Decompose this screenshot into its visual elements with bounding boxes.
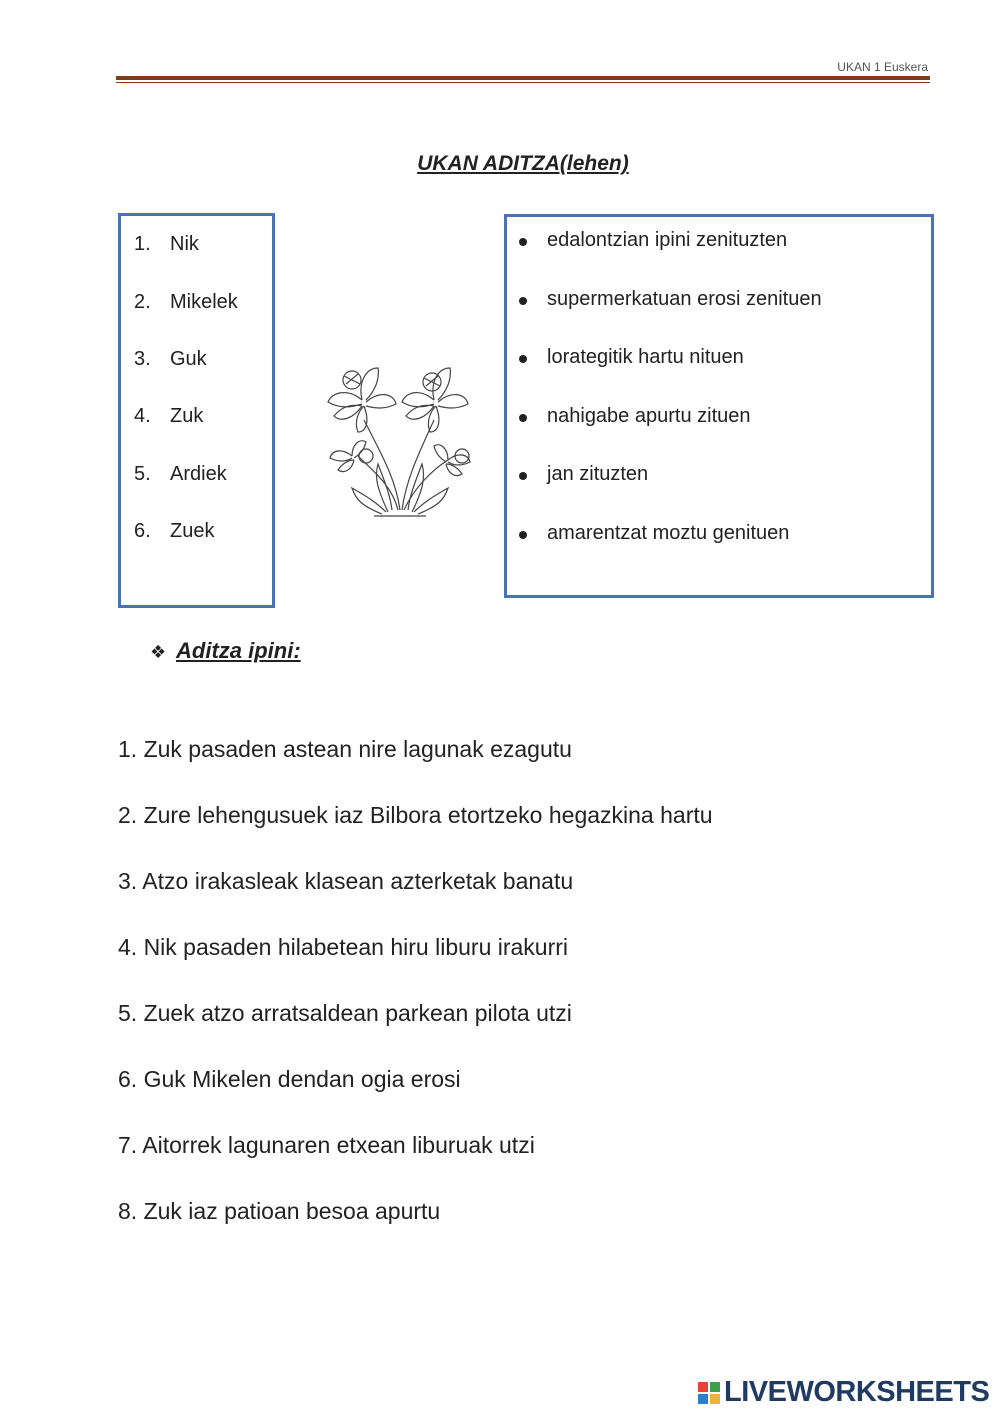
exercise-sentence: 1. Zuk pasaden astean nire lagunak ezagutu (118, 736, 572, 762)
verb-phrase-item (547, 405, 751, 428)
liveworksheets-logo-icon (698, 1382, 720, 1404)
verb-phrase-item (547, 229, 787, 252)
bullet-icon (519, 238, 527, 246)
daffodil-flower-illustration (322, 360, 478, 520)
subject-number: 2. (134, 291, 151, 313)
verb-phrase-item (547, 288, 822, 311)
verb-phrases-box (504, 214, 934, 598)
subject-text: Zuek (170, 520, 215, 542)
liveworksheets-logo (698, 1376, 998, 1412)
exercise-sentence: 3. Atzo irakasleak klasean azterketak banatu (118, 868, 574, 894)
subject-text: Guk (170, 348, 207, 370)
subject-item (134, 233, 199, 256)
header-course-label: UKAN 1 Euskera (837, 60, 928, 74)
verb-phrase-item (547, 522, 789, 545)
exercise-sentence: 2. Zure lehengusuek iaz Bilbora etortzeko hegazkina hartu (118, 802, 713, 828)
subject-number: 6. (134, 520, 151, 542)
exercise-sentence: 7. Aitorrek lagunaren etxean liburuak utzi (118, 1132, 535, 1158)
verb-phrase-item (547, 346, 744, 369)
header-rule (116, 76, 930, 80)
subject-text: Zuk (170, 405, 204, 427)
bullet-icon (519, 472, 527, 480)
subject-item (134, 348, 207, 371)
verb-phrase-text: lorategitik hartu nituen (547, 346, 744, 368)
exercise-sentence: 6. Guk Mikelen dendan ogia erosi (118, 1066, 461, 1092)
bullet-icon (519, 531, 527, 539)
subject-item (134, 291, 238, 314)
bullet-icon (519, 414, 527, 422)
bullet-icon (519, 355, 527, 363)
verb-phrase-text: nahigabe apurtu zituen (547, 405, 751, 427)
page-title: UKAN ADITZA(lehen) (417, 152, 629, 175)
subject-number: 4. (134, 405, 151, 427)
exercise-sentence: 8. Zuk iaz patioan besoa apurtu (118, 1198, 441, 1224)
exercise-sentence: 4. Nik pasaden hilabetean hiru liburu irakurri (118, 934, 569, 960)
liveworksheets-logo-text: LIVEWORKSHEETS (724, 1376, 990, 1408)
subject-text: Mikelek (170, 291, 238, 313)
instruction (150, 638, 301, 664)
subject-item (134, 520, 214, 543)
bullet-icon (519, 297, 527, 305)
subject-number: 1. (134, 233, 151, 255)
verb-phrase-text: edalontzian ipini zenituzten (547, 229, 788, 251)
subject-number: 5. (134, 463, 151, 485)
subject-number: 3. (134, 348, 151, 370)
verb-phrase-item (547, 463, 648, 486)
four-diamond-icon: ❖ (150, 642, 167, 662)
subject-item (134, 405, 203, 428)
subjects-box (118, 213, 275, 608)
instruction-label: Aditza ipini: (176, 638, 301, 663)
subject-text: Ardiek (170, 463, 227, 485)
subject-text: Nik (170, 233, 199, 255)
verb-phrase-text: jan zituzten (547, 463, 649, 485)
verb-phrase-text: amarentzat moztu genituen (547, 522, 790, 544)
exercise-sentence: 5. Zuek atzo arratsaldean parkean pilota utzi (118, 1000, 572, 1026)
subject-item (134, 463, 227, 486)
header-rule-thin (116, 82, 930, 83)
verb-phrase-text: supermerkatuan erosi zenituen (547, 288, 822, 310)
